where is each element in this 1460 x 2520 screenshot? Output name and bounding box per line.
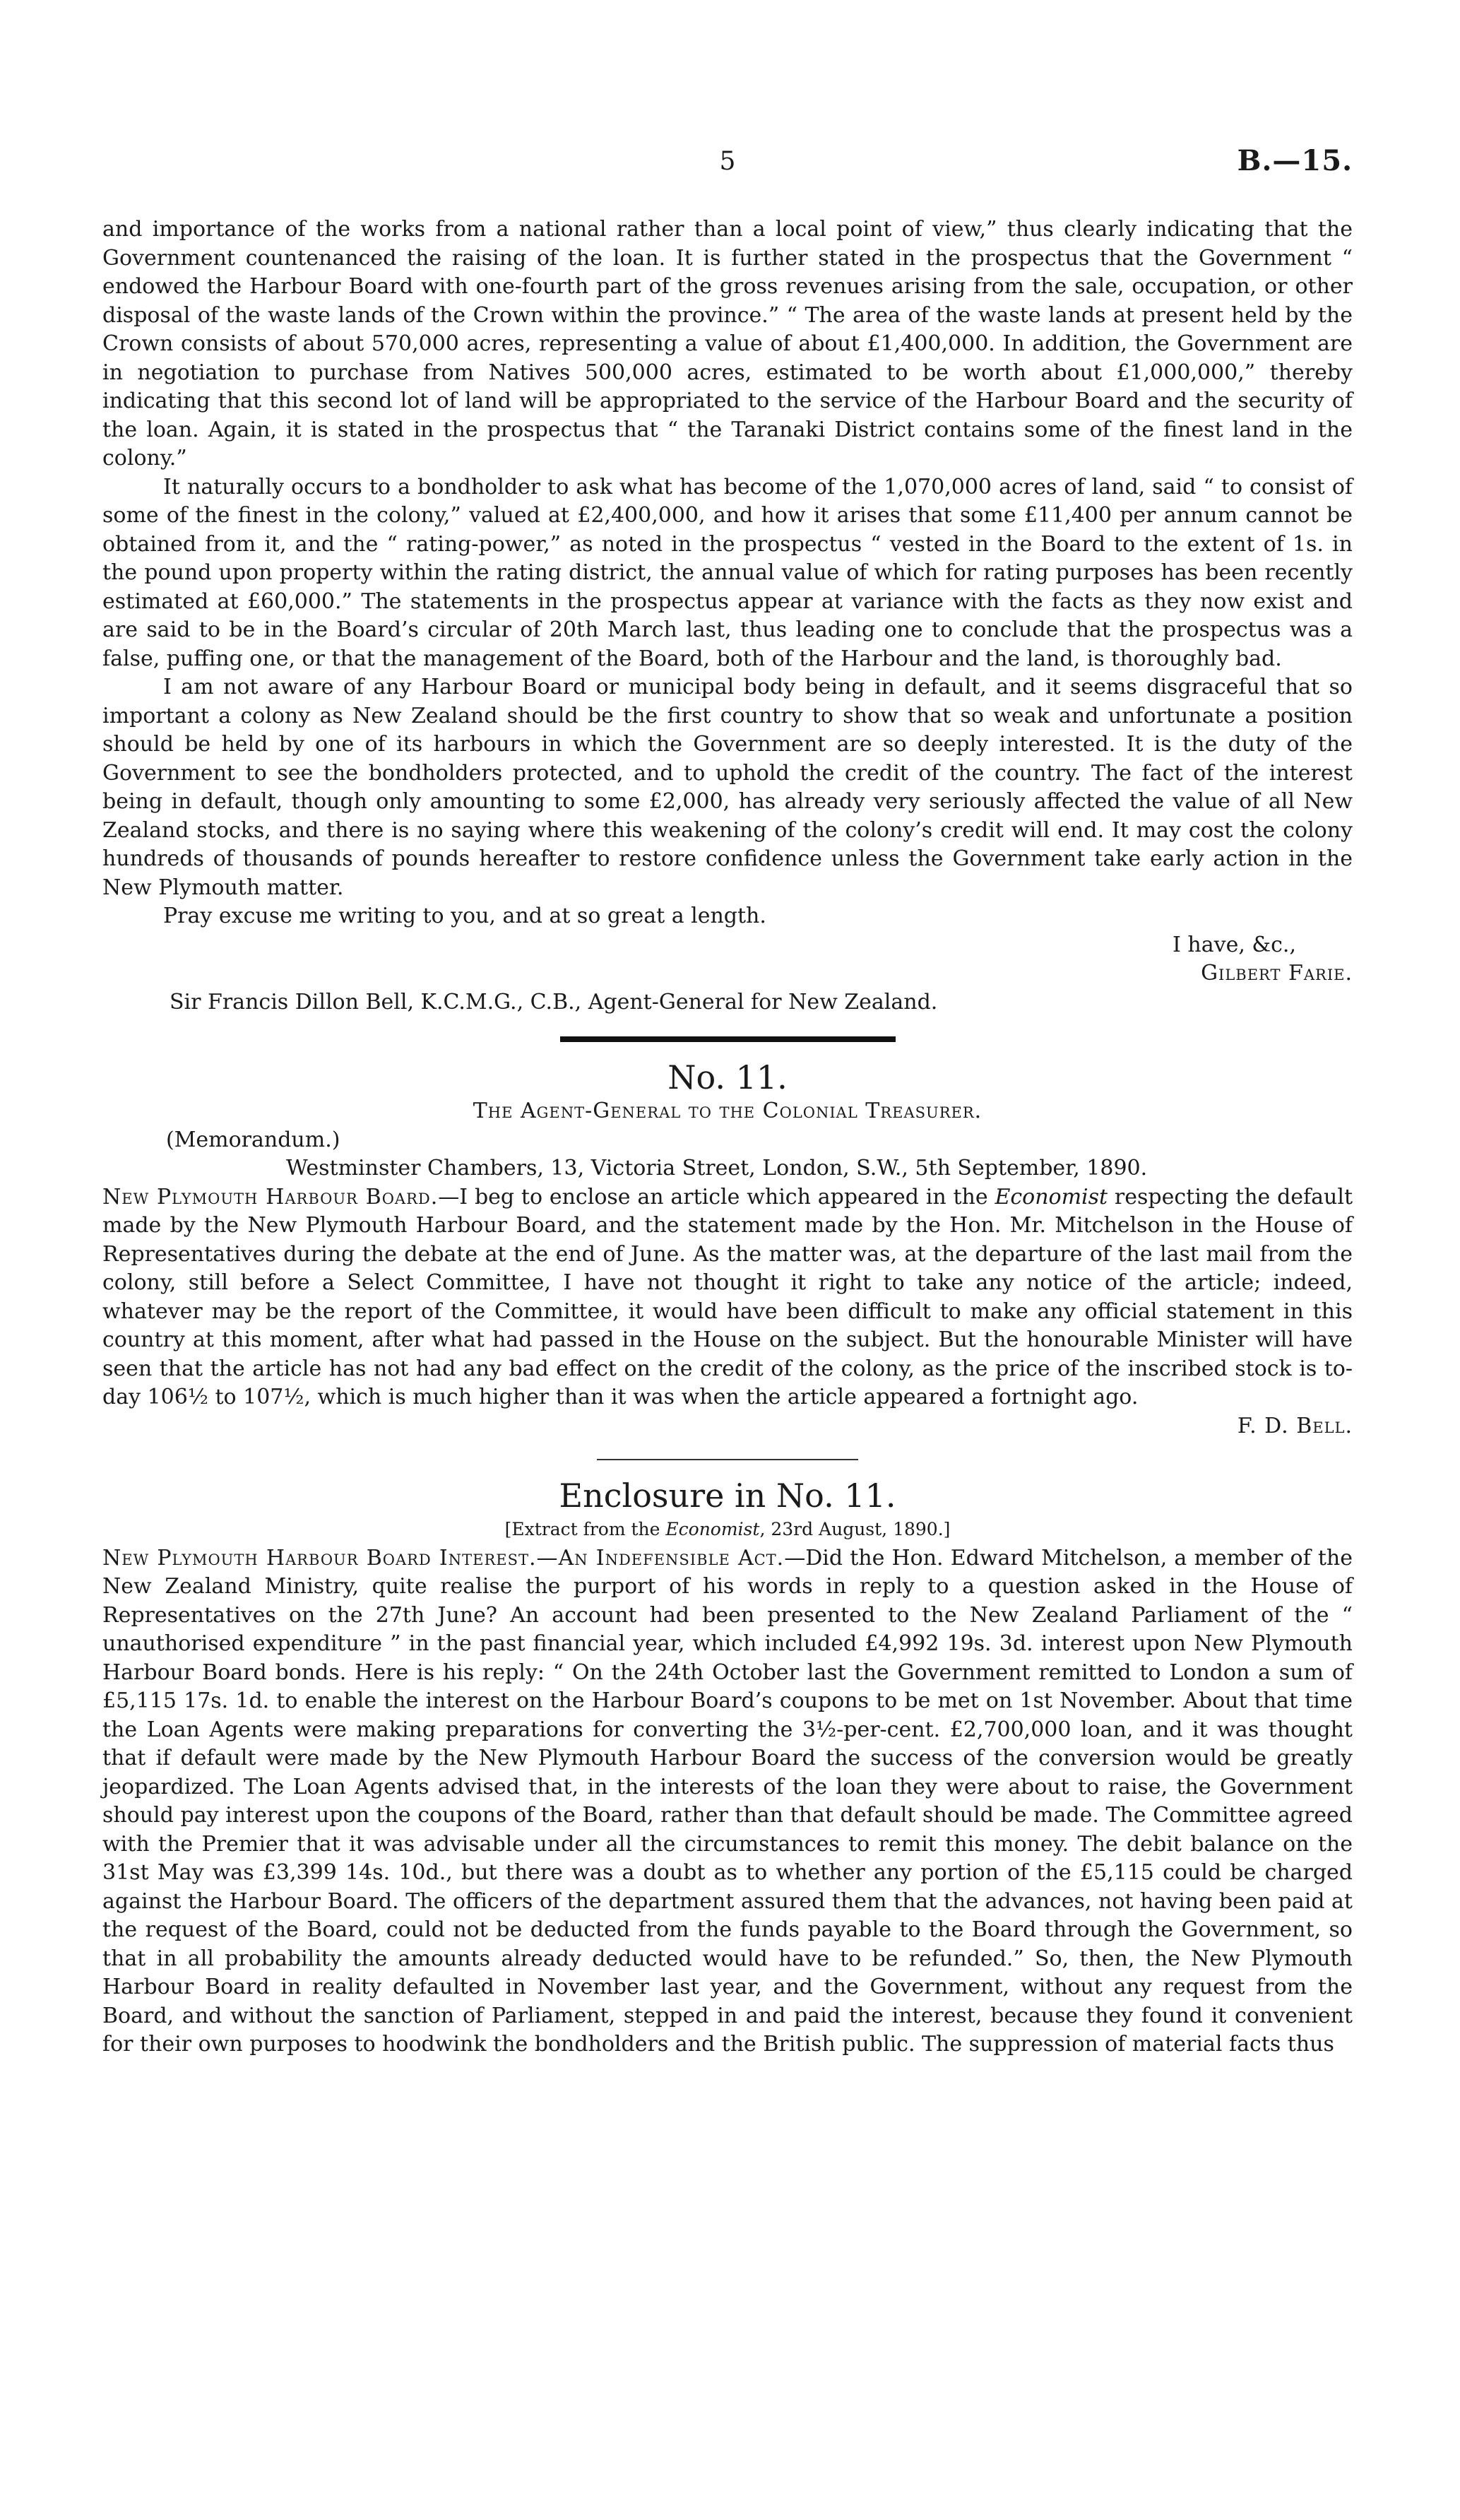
no11-dateline: Westminster Chambers, 13, Victoria Street, London, S.W., 5th September, 1890. <box>286 1156 1148 1181</box>
page-header <box>102 144 1353 189</box>
no11-economist: Economist <box>995 1184 1108 1209</box>
section-divider-thin <box>597 1459 858 1460</box>
enclosure-lead: New Plymouth Harbour Board Interest.—An Indefensible Act. <box>102 1545 785 1570</box>
letter-closing: I have, &c., <box>1173 932 1296 957</box>
enclosure-extract-note <box>102 1515 1353 1544</box>
letter-signature: Gilbert Farie. <box>1201 961 1353 986</box>
no11-text-a: —I beg to enclose an article which appeared in the <box>438 1184 995 1209</box>
no11-text-b: respecting the default made by the New Plymouth Harbour Board, and the statement made by the Hon. Mr. Mitchelson in the House of Representatives during the debate at the end of June. As the matter was, at the departure of the last mail from the colony, still before a Select Committee, I have not thought it right to take any notice of the article; indeed, whatever may be the report of the Committee, it would have been difficult to make any official statement in this country at this moment, after what had passed in the House on the subject. But the honourable Minister will have seen that the article has not had any bad effect on the credit of the colony, as the price of the inscribed stock is to-day 106½ to 107½, which is much higher than it was when the article appeared a fortnight ago. <box>102 1184 1353 1409</box>
letter-addressee: Sir Francis Dillon Bell, K.C.M.G., C.B., Agent-General for New Zealand. <box>170 989 938 1014</box>
extract-publication: Economist <box>665 1519 760 1539</box>
letter-paragraph-4: Pray excuse me writing to you, and at so great a length. <box>163 904 766 928</box>
extract-prefix: [Extract from the <box>504 1519 666 1539</box>
letter-paragraph-3: I am not aware of any Harbour Board or municipal body being in default, and it seems disgraceful that so important a colony as New Zealand should be the first country to show that so weak and unfortunate a position should be held by one of its harbours in which the Government are so deeply interested. It is the duty of the Government to see the bondholders protected, and to uphold the credit of the country. The fact of the interest being in default, though only amounting to some £2,000, has already very seriously affected the value of all New Zealand stocks, and there is no saying where this weakening of the colony’s credit will end. It may cost the colony hundreds of thousands of pounds hereafter to restore confidence unless the Government take early action in the New Plymouth matter. <box>102 675 1353 900</box>
no11-lead: New Plymouth Harbour Board. <box>102 1184 439 1209</box>
extract-suffix: , 23rd August, 1890.] <box>759 1519 951 1539</box>
section-divider-thick <box>560 1036 896 1042</box>
document-code: B.—15. <box>1237 144 1353 177</box>
no11-signature: F. D. Bell. <box>1237 1413 1353 1438</box>
enclosure-heading: Enclosure in No. 11. <box>559 1477 896 1515</box>
no11-memo-label: (Memorandum.) <box>166 1127 340 1152</box>
enclosure-body <box>102 1544 1353 2059</box>
no11-subheading: The Agent-General to the Colonial Treasurer. <box>473 1099 983 1123</box>
page-number: 5 <box>719 147 736 176</box>
no11-body <box>102 1183 1353 1412</box>
no11-heading: No. 11. <box>667 1058 788 1096</box>
letter-paragraph-1: and importance of the works from a national rather than a local point of view,” thus clearly indicating that the Government countenanced the raising of the loan. It is further stated in the prospectus that the Government “ endowed the Harbour Board with one-fourth part of the gross revenues arising from the sale, occupation, or other disposal of the waste lands of the Crown within the province.” “ The area of the waste lands at present held by the Crown consists of about 570,000 acres, representing a value of about £1,400,000. In addition, the Government are in negotiation to purchase from Natives 500,000 acres, estimated to be worth about £1,000,000,” thereby indicating that this second lot of land will be appropriated to the service of the Harbour Board and the security of the loan. Again, it is stated in the prospectus that “ the Taranaki District contains some of the finest land in the colony.” <box>102 217 1353 471</box>
body-text <box>102 215 1353 2059</box>
enclosure-text: —Did the Hon. Edward Mitchelson, a member of the New Zealand Ministry, quite realise the purport of his words in reply to a question asked in the House of Representatives on the 27th June? An account had been presented to the New Zealand Parliament of the “ unauthorised expenditure ” in the past financial year, which included £4,992 19s. 3d. interest upon New Plymouth Harbour Board bonds. Here is his reply: “ On the 24th October last the Government remitted to London a sum of £5,115 17s. 1d. to enable the interest on the Harbour Board’s coupons to be met on 1st November. About that time the Loan Agents were making preparations for converting the 3½-per-cent. £2,700,000 loan, and it was thought that if default were made by the New Plymouth Harbour Board the success of the conversion would be greatly jeopardized. The Loan Agents advised that, in the interests of the loan they were about to raise, the Government should pay interest upon the coupons of the Board, rather than that default should be made. The Committee agreed with the Premier that it was advisable under all the circumstances to remit this money. The debit balance on the 31st May was £3,399 14s. 10d., but there was a doubt as to whether any portion of the £5,115 could be charged against the Harbour Board. The officers of the department assured them that the advances, not having been paid at the request of the Board, could not be deducted from the funds payable to the Board through the Government, so that in all probability the amounts already deducted would have to be refunded.” So, then, the New Plymouth Harbour Board in reality defaulted in November last year, and the Government, without any request from the Board, and without the sanction of Parliament, stepped in and paid the interest, because they found it convenient for their own purposes to hoodwink the bondholders and the British public. The suppression of material facts thus <box>102 1545 1353 2057</box>
letter-paragraph-2: It naturally occurs to a bondholder to ask what has become of the 1,070,000 acres of land, said “ to consist of some of the finest in the colony,” valued at £2,400,000, and how it arises that some £11,400 per annum cannot be obtained from it, and the “ rating-power,” as noted in the prospectus “ vested in the Board to the extent of 1s. in the pound upon property within the rating district, the annual value of which for rating purposes has been recently estimated at £60,000.” The statements in the prospectus appear at variance with the facts as they now exist and are said to be in the Board’s circular of 20th March last, thus leading one to conclude that the prospectus was a false, puffing one, or that the management of the Board, both of the Harbour and the land, is thoroughly bad. <box>102 474 1353 671</box>
